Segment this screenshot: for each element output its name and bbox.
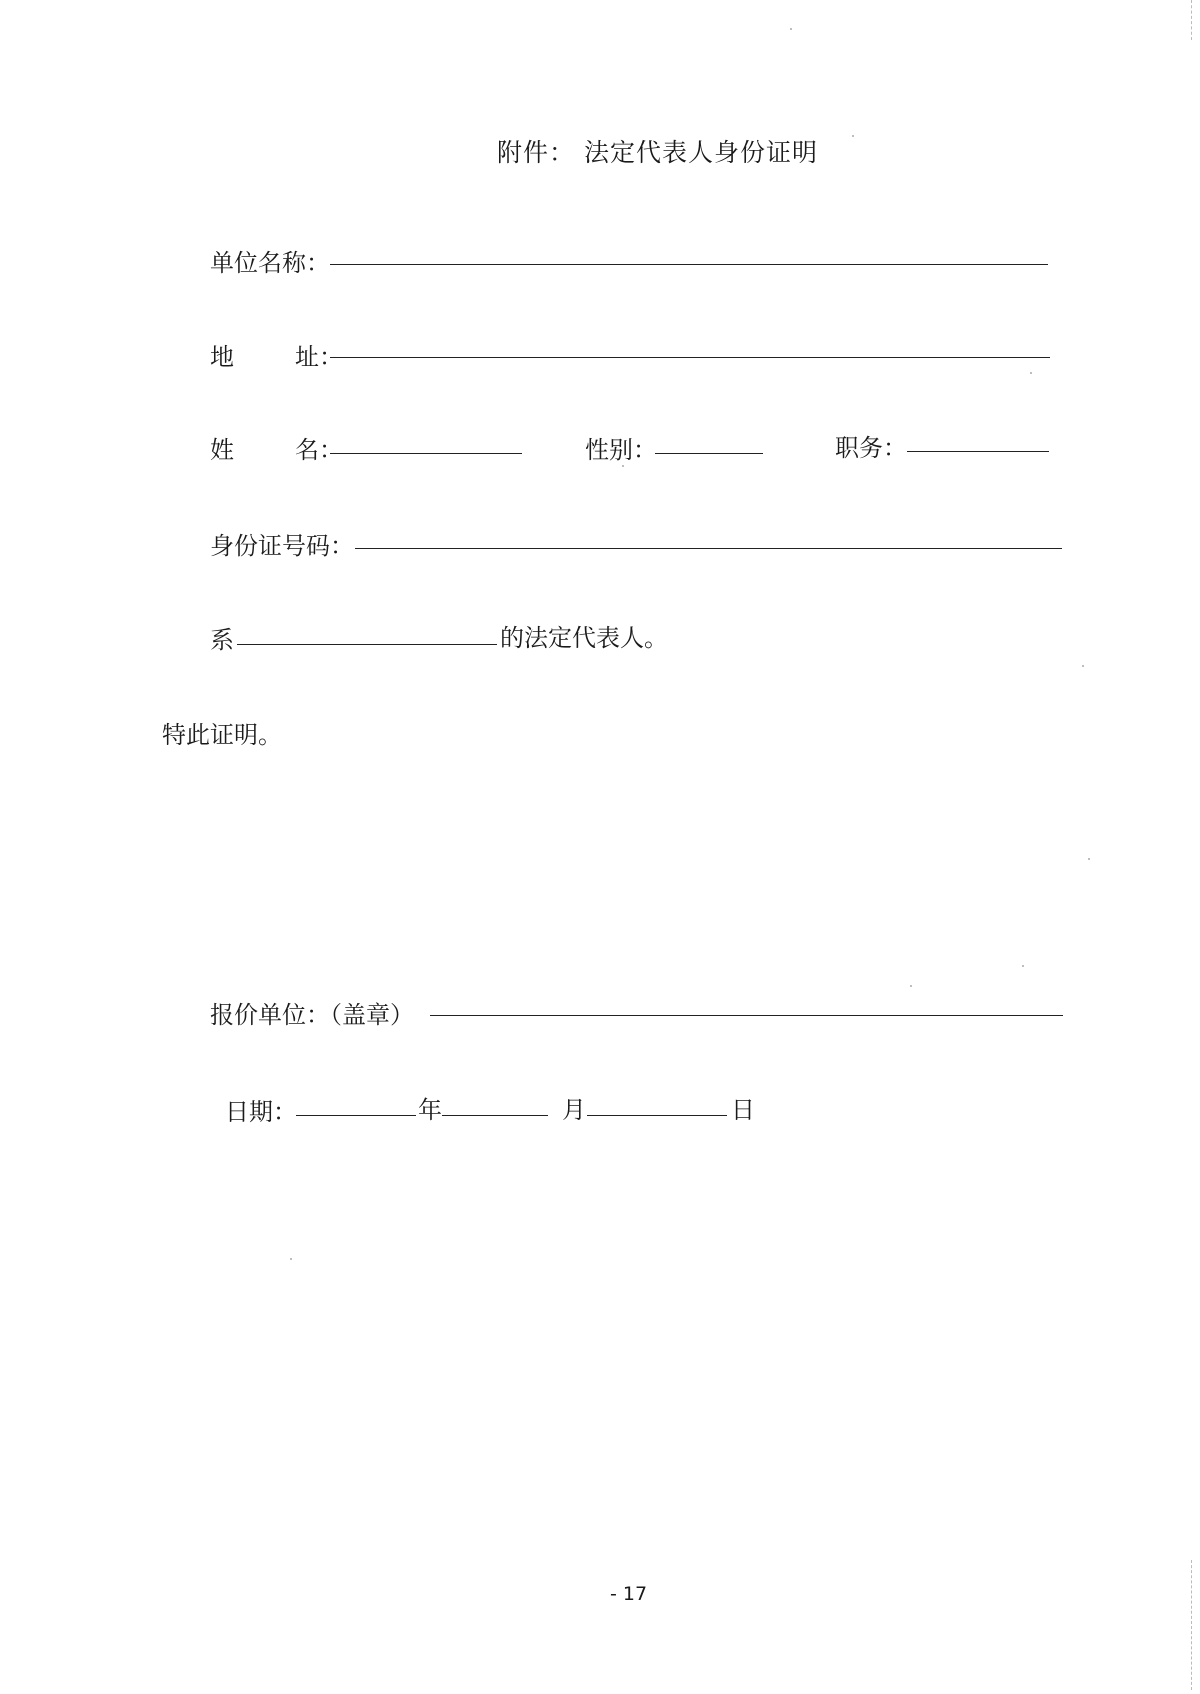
legal-rep-unit-blank[interactable]: [237, 644, 497, 645]
month-label: 月: [562, 1096, 586, 1124]
name-blank[interactable]: [330, 453, 522, 454]
quote-unit-blank[interactable]: [430, 1015, 1063, 1016]
scan-speck: [852, 135, 854, 137]
address-blank[interactable]: [330, 357, 1050, 358]
scan-speck: [622, 465, 624, 467]
unit-name-blank[interactable]: [330, 264, 1048, 265]
relation-suffix: 的法定代表人。: [500, 624, 668, 652]
id-number-label: 身份证号码：: [210, 532, 354, 560]
unit-name-label: 单位名称：: [210, 249, 330, 277]
certify-text: 特此证明。: [162, 721, 282, 749]
scan-edge-artifact: [1191, 1560, 1194, 1690]
name-label: 姓 名：: [210, 436, 344, 464]
scan-speck: [1022, 965, 1024, 967]
scan-speck: [1082, 665, 1084, 667]
address-label: 地 址：: [210, 343, 344, 371]
day-label: 日: [731, 1096, 755, 1124]
document-title: 附件： 法定代表人身份证明: [497, 138, 818, 167]
scan-speck: [1088, 858, 1090, 860]
gender-blank[interactable]: [655, 453, 763, 454]
date-label: 日期：: [225, 1098, 297, 1126]
scan-speck: [910, 985, 912, 987]
page-number: - 17: [610, 1583, 648, 1605]
position-blank[interactable]: [907, 451, 1049, 452]
month-blank[interactable]: [442, 1115, 548, 1116]
scan-edge-artifact: [1191, 0, 1194, 40]
position-label: 职务：: [835, 434, 907, 462]
scan-speck: [790, 28, 792, 30]
quote-unit-label: 报价单位：（盖章）: [210, 1001, 414, 1029]
relation-prefix: 系: [210, 626, 234, 654]
scan-speck: [1030, 372, 1032, 374]
year-blank[interactable]: [296, 1115, 416, 1116]
scan-speck: [290, 1258, 292, 1260]
year-label: 年: [418, 1096, 442, 1124]
gender-label: 性别：: [585, 436, 657, 464]
id-number-blank[interactable]: [355, 548, 1062, 549]
day-blank[interactable]: [587, 1115, 727, 1116]
